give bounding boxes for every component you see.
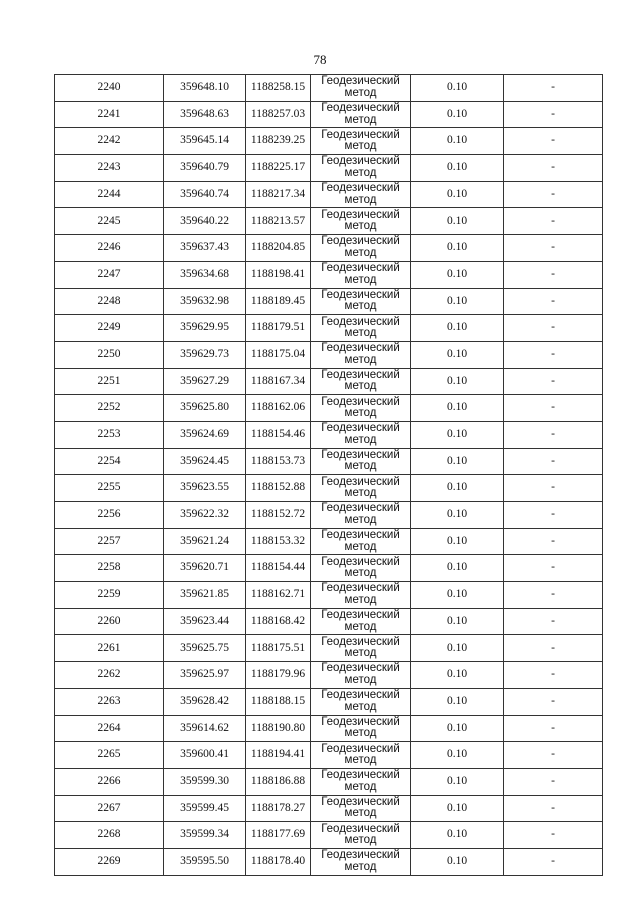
table-row bbox=[55, 368, 603, 395]
method-text: Геодезический метод bbox=[321, 75, 400, 99]
y-coordinate-cell: 1188177.69 bbox=[246, 822, 311, 849]
method-cell bbox=[311, 208, 411, 235]
method-cell bbox=[311, 608, 411, 635]
y-coordinate-cell: 1188188.15 bbox=[246, 688, 311, 715]
table-row bbox=[55, 582, 603, 609]
y-coordinate-cell: 1188213.57 bbox=[246, 208, 311, 235]
y-coordinate-cell: 1188194.41 bbox=[246, 742, 311, 769]
y-coordinate-cell: 1188162.71 bbox=[246, 582, 311, 609]
note-cell: - bbox=[504, 101, 603, 128]
method-text: Геодезический метод bbox=[321, 582, 400, 606]
note-cell: - bbox=[504, 75, 603, 102]
note-cell: - bbox=[504, 341, 603, 368]
x-coordinate-cell: 359648.63 bbox=[164, 101, 246, 128]
accuracy-cell: 0.10 bbox=[411, 475, 504, 502]
method-text: Геодезический метод bbox=[321, 128, 400, 153]
method-cell bbox=[311, 475, 411, 502]
table-row bbox=[55, 688, 603, 715]
note-cell: - bbox=[504, 261, 603, 288]
method-cell bbox=[311, 715, 411, 742]
accuracy-cell: 0.10 bbox=[411, 795, 504, 822]
method-text: Геодезический метод bbox=[321, 208, 400, 233]
point-number-cell: 2264 bbox=[55, 715, 164, 742]
point-number-cell: 2253 bbox=[55, 421, 164, 448]
x-coordinate-cell: 359624.45 bbox=[164, 448, 246, 475]
note-cell: - bbox=[504, 288, 603, 315]
method-text: Геодезический метод bbox=[321, 609, 400, 633]
note-cell: - bbox=[504, 421, 603, 448]
note-cell: - bbox=[504, 235, 603, 262]
accuracy-cell: 0.10 bbox=[411, 368, 504, 395]
note-cell: - bbox=[504, 368, 603, 395]
note-cell: - bbox=[504, 662, 603, 689]
method-cell bbox=[311, 288, 411, 315]
method-text: Геодезический метод bbox=[321, 288, 400, 313]
x-coordinate-cell: 359640.74 bbox=[164, 181, 246, 208]
method-cell bbox=[311, 341, 411, 368]
x-coordinate-cell: 359640.79 bbox=[164, 155, 246, 182]
point-number-cell: 2243 bbox=[55, 155, 164, 182]
x-coordinate-cell: 359625.97 bbox=[164, 662, 246, 689]
point-number-cell: 2265 bbox=[55, 742, 164, 769]
accuracy-cell: 0.10 bbox=[411, 208, 504, 235]
note-cell: - bbox=[504, 742, 603, 769]
method-text: Геодезический метод bbox=[321, 662, 400, 686]
point-number-cell: 2240 bbox=[55, 75, 164, 102]
method-text: Геодезический метод bbox=[321, 448, 400, 473]
accuracy-cell: 0.10 bbox=[411, 715, 504, 742]
y-coordinate-cell: 1188175.04 bbox=[246, 341, 311, 368]
method-text: Геодезический метод bbox=[321, 689, 400, 713]
method-cell bbox=[311, 662, 411, 689]
method-cell bbox=[311, 235, 411, 262]
table-row bbox=[55, 448, 603, 475]
table-row bbox=[55, 261, 603, 288]
x-coordinate-cell: 359629.95 bbox=[164, 315, 246, 342]
table-row bbox=[55, 742, 603, 769]
note-cell: - bbox=[504, 768, 603, 795]
note-cell: - bbox=[504, 688, 603, 715]
note-cell: - bbox=[504, 475, 603, 502]
accuracy-cell: 0.10 bbox=[411, 608, 504, 635]
note-cell: - bbox=[504, 155, 603, 182]
point-number-cell: 2260 bbox=[55, 608, 164, 635]
method-text: Геодезический метод bbox=[321, 422, 400, 446]
method-text: Геодезический метод bbox=[321, 795, 400, 820]
method-cell bbox=[311, 75, 411, 102]
point-number-cell: 2251 bbox=[55, 368, 164, 395]
x-coordinate-cell: 359632.98 bbox=[164, 288, 246, 315]
x-coordinate-cell: 359623.44 bbox=[164, 608, 246, 635]
method-cell bbox=[311, 822, 411, 849]
note-cell: - bbox=[504, 608, 603, 635]
accuracy-cell: 0.10 bbox=[411, 75, 504, 102]
accuracy-cell: 0.10 bbox=[411, 448, 504, 475]
table-row bbox=[55, 635, 603, 662]
method-text: Геодезический метод bbox=[321, 769, 400, 793]
method-cell bbox=[311, 502, 411, 529]
method-text: Геодезический метод bbox=[321, 475, 400, 500]
accuracy-cell: 0.10 bbox=[411, 341, 504, 368]
table-row bbox=[55, 395, 603, 422]
method-text: Геодезический метод bbox=[321, 155, 400, 179]
note-cell: - bbox=[504, 315, 603, 342]
accuracy-cell: 0.10 bbox=[411, 128, 504, 155]
x-coordinate-cell: 359614.62 bbox=[164, 715, 246, 742]
method-text: Геодезический метод bbox=[321, 502, 400, 526]
point-number-cell: 2242 bbox=[55, 128, 164, 155]
table-row bbox=[55, 475, 603, 502]
note-cell: - bbox=[504, 128, 603, 155]
x-coordinate-cell: 359648.10 bbox=[164, 75, 246, 102]
accuracy-cell: 0.10 bbox=[411, 235, 504, 262]
point-number-cell: 2256 bbox=[55, 502, 164, 529]
table-row bbox=[55, 155, 603, 182]
method-text: Геодезический метод bbox=[321, 529, 400, 553]
point-number-cell: 2266 bbox=[55, 768, 164, 795]
method-cell bbox=[311, 261, 411, 288]
accuracy-cell: 0.10 bbox=[411, 101, 504, 128]
table-row bbox=[55, 608, 603, 635]
y-coordinate-cell: 1188217.34 bbox=[246, 181, 311, 208]
method-text: Геодезический метод bbox=[321, 235, 400, 259]
note-cell: - bbox=[504, 795, 603, 822]
note-cell: - bbox=[504, 395, 603, 422]
x-coordinate-cell: 359622.32 bbox=[164, 502, 246, 529]
x-coordinate-cell: 359627.29 bbox=[164, 368, 246, 395]
point-number-cell: 2245 bbox=[55, 208, 164, 235]
y-coordinate-cell: 1188225.17 bbox=[246, 155, 311, 182]
table-row bbox=[55, 662, 603, 689]
method-cell bbox=[311, 555, 411, 582]
y-coordinate-cell: 1188189.45 bbox=[246, 288, 311, 315]
x-coordinate-cell: 359629.73 bbox=[164, 341, 246, 368]
method-text: Геодезический метод bbox=[321, 342, 400, 366]
table-row bbox=[55, 555, 603, 582]
note-cell: - bbox=[504, 448, 603, 475]
coordinates-table-body bbox=[55, 75, 603, 876]
x-coordinate-cell: 359645.14 bbox=[164, 128, 246, 155]
table-row bbox=[55, 715, 603, 742]
accuracy-cell: 0.10 bbox=[411, 502, 504, 529]
table-row bbox=[55, 128, 603, 155]
note-cell: - bbox=[504, 635, 603, 662]
y-coordinate-cell: 1188179.51 bbox=[246, 315, 311, 342]
y-coordinate-cell: 1188175.51 bbox=[246, 635, 311, 662]
point-number-cell: 2244 bbox=[55, 181, 164, 208]
point-number-cell: 2250 bbox=[55, 341, 164, 368]
y-coordinate-cell: 1188167.34 bbox=[246, 368, 311, 395]
accuracy-cell: 0.10 bbox=[411, 742, 504, 769]
accuracy-cell: 0.10 bbox=[411, 662, 504, 689]
y-coordinate-cell: 1188178.27 bbox=[246, 795, 311, 822]
method-cell bbox=[311, 742, 411, 769]
table-row bbox=[55, 528, 603, 555]
table-row bbox=[55, 315, 603, 342]
x-coordinate-cell: 359634.68 bbox=[164, 261, 246, 288]
x-coordinate-cell: 359637.43 bbox=[164, 235, 246, 262]
method-text: Геодезический метод bbox=[321, 262, 400, 286]
table-row bbox=[55, 795, 603, 822]
x-coordinate-cell: 359625.75 bbox=[164, 635, 246, 662]
x-coordinate-cell: 359628.42 bbox=[164, 688, 246, 715]
note-cell: - bbox=[504, 822, 603, 849]
table-row bbox=[55, 502, 603, 529]
method-text: Геодезический метод bbox=[321, 635, 400, 660]
method-cell bbox=[311, 795, 411, 822]
y-coordinate-cell: 1188190.80 bbox=[246, 715, 311, 742]
x-coordinate-cell: 359623.55 bbox=[164, 475, 246, 502]
x-coordinate-cell: 359599.30 bbox=[164, 768, 246, 795]
y-coordinate-cell: 1188204.85 bbox=[246, 235, 311, 262]
point-number-cell: 2249 bbox=[55, 315, 164, 342]
point-number-cell: 2246 bbox=[55, 235, 164, 262]
method-text: Геодезический метод bbox=[321, 368, 400, 393]
note-cell: - bbox=[504, 715, 603, 742]
point-number-cell: 2241 bbox=[55, 101, 164, 128]
table-row bbox=[55, 181, 603, 208]
accuracy-cell: 0.10 bbox=[411, 822, 504, 849]
accuracy-cell: 0.10 bbox=[411, 395, 504, 422]
accuracy-cell: 0.10 bbox=[411, 582, 504, 609]
x-coordinate-cell: 359599.34 bbox=[164, 822, 246, 849]
method-cell bbox=[311, 448, 411, 475]
table-row bbox=[55, 235, 603, 262]
accuracy-cell: 0.10 bbox=[411, 555, 504, 582]
method-text: Геодезический метод bbox=[321, 715, 400, 740]
table-row bbox=[55, 768, 603, 795]
method-cell bbox=[311, 635, 411, 662]
table-row bbox=[55, 75, 603, 102]
y-coordinate-cell: 1188239.25 bbox=[246, 128, 311, 155]
y-coordinate-cell: 1188257.03 bbox=[246, 101, 311, 128]
method-text: Геодезический метод bbox=[321, 102, 400, 126]
point-number-cell: 2269 bbox=[55, 848, 164, 875]
note-cell: - bbox=[504, 502, 603, 529]
x-coordinate-cell: 359600.41 bbox=[164, 742, 246, 769]
y-coordinate-cell: 1188153.73 bbox=[246, 448, 311, 475]
note-cell: - bbox=[504, 555, 603, 582]
method-cell bbox=[311, 768, 411, 795]
accuracy-cell: 0.10 bbox=[411, 315, 504, 342]
method-cell bbox=[311, 181, 411, 208]
table-row bbox=[55, 101, 603, 128]
method-text: Геодезический метод bbox=[321, 182, 400, 206]
accuracy-cell: 0.10 bbox=[411, 528, 504, 555]
x-coordinate-cell: 359599.45 bbox=[164, 795, 246, 822]
method-text: Геодезический метод bbox=[321, 315, 400, 340]
accuracy-cell: 0.10 bbox=[411, 155, 504, 182]
note-cell: - bbox=[504, 528, 603, 555]
y-coordinate-cell: 1188186.88 bbox=[246, 768, 311, 795]
point-number-cell: 2254 bbox=[55, 448, 164, 475]
y-coordinate-cell: 1188178.40 bbox=[246, 848, 311, 875]
point-number-cell: 2261 bbox=[55, 635, 164, 662]
method-text: Геодезический метод bbox=[321, 849, 400, 873]
y-coordinate-cell: 1188154.44 bbox=[246, 555, 311, 582]
x-coordinate-cell: 359625.80 bbox=[164, 395, 246, 422]
method-text: Геодезический метод bbox=[321, 395, 400, 420]
table-row bbox=[55, 822, 603, 849]
note-cell: - bbox=[504, 208, 603, 235]
x-coordinate-cell: 359640.22 bbox=[164, 208, 246, 235]
accuracy-cell: 0.10 bbox=[411, 688, 504, 715]
point-number-cell: 2259 bbox=[55, 582, 164, 609]
note-cell: - bbox=[504, 582, 603, 609]
method-text: Геодезический метод bbox=[321, 822, 400, 847]
method-cell bbox=[311, 688, 411, 715]
point-number-cell: 2268 bbox=[55, 822, 164, 849]
note-cell: - bbox=[504, 848, 603, 875]
method-cell bbox=[311, 395, 411, 422]
method-cell bbox=[311, 101, 411, 128]
point-number-cell: 2248 bbox=[55, 288, 164, 315]
point-number-cell: 2262 bbox=[55, 662, 164, 689]
table-row bbox=[55, 208, 603, 235]
x-coordinate-cell: 359620.71 bbox=[164, 555, 246, 582]
method-text: Геодезический метод bbox=[321, 742, 400, 767]
method-cell bbox=[311, 528, 411, 555]
table-row bbox=[55, 288, 603, 315]
y-coordinate-cell: 1188198.41 bbox=[246, 261, 311, 288]
accuracy-cell: 0.10 bbox=[411, 421, 504, 448]
method-text: Геодезический метод bbox=[321, 555, 400, 580]
x-coordinate-cell: 359595.50 bbox=[164, 848, 246, 875]
point-number-cell: 2257 bbox=[55, 528, 164, 555]
y-coordinate-cell: 1188179.96 bbox=[246, 662, 311, 689]
method-cell bbox=[311, 315, 411, 342]
y-coordinate-cell: 1188152.88 bbox=[246, 475, 311, 502]
accuracy-cell: 0.10 bbox=[411, 261, 504, 288]
y-coordinate-cell: 1188152.72 bbox=[246, 502, 311, 529]
page-number: 78 bbox=[313, 52, 327, 67]
method-cell bbox=[311, 848, 411, 875]
y-coordinate-cell: 1188258.15 bbox=[246, 75, 311, 102]
note-cell: - bbox=[504, 181, 603, 208]
accuracy-cell: 0.10 bbox=[411, 768, 504, 795]
accuracy-cell: 0.10 bbox=[411, 635, 504, 662]
table-row bbox=[55, 421, 603, 448]
method-cell bbox=[311, 155, 411, 182]
x-coordinate-cell: 359621.24 bbox=[164, 528, 246, 555]
method-cell bbox=[311, 421, 411, 448]
x-coordinate-cell: 359624.69 bbox=[164, 421, 246, 448]
table-row bbox=[55, 848, 603, 875]
y-coordinate-cell: 1188162.06 bbox=[246, 395, 311, 422]
y-coordinate-cell: 1188168.42 bbox=[246, 608, 311, 635]
method-cell bbox=[311, 368, 411, 395]
y-coordinate-cell: 1188153.32 bbox=[246, 528, 311, 555]
point-number-cell: 2252 bbox=[55, 395, 164, 422]
method-cell bbox=[311, 128, 411, 155]
accuracy-cell: 0.10 bbox=[411, 848, 504, 875]
point-number-cell: 2263 bbox=[55, 688, 164, 715]
y-coordinate-cell: 1188154.46 bbox=[246, 421, 311, 448]
x-coordinate-cell: 359621.85 bbox=[164, 582, 246, 609]
method-cell bbox=[311, 582, 411, 609]
table-row bbox=[55, 341, 603, 368]
point-number-cell: 2267 bbox=[55, 795, 164, 822]
accuracy-cell: 0.10 bbox=[411, 181, 504, 208]
point-number-cell: 2247 bbox=[55, 261, 164, 288]
point-number-cell: 2255 bbox=[55, 475, 164, 502]
point-number-cell: 2258 bbox=[55, 555, 164, 582]
accuracy-cell: 0.10 bbox=[411, 288, 504, 315]
coordinates-table bbox=[54, 74, 603, 876]
